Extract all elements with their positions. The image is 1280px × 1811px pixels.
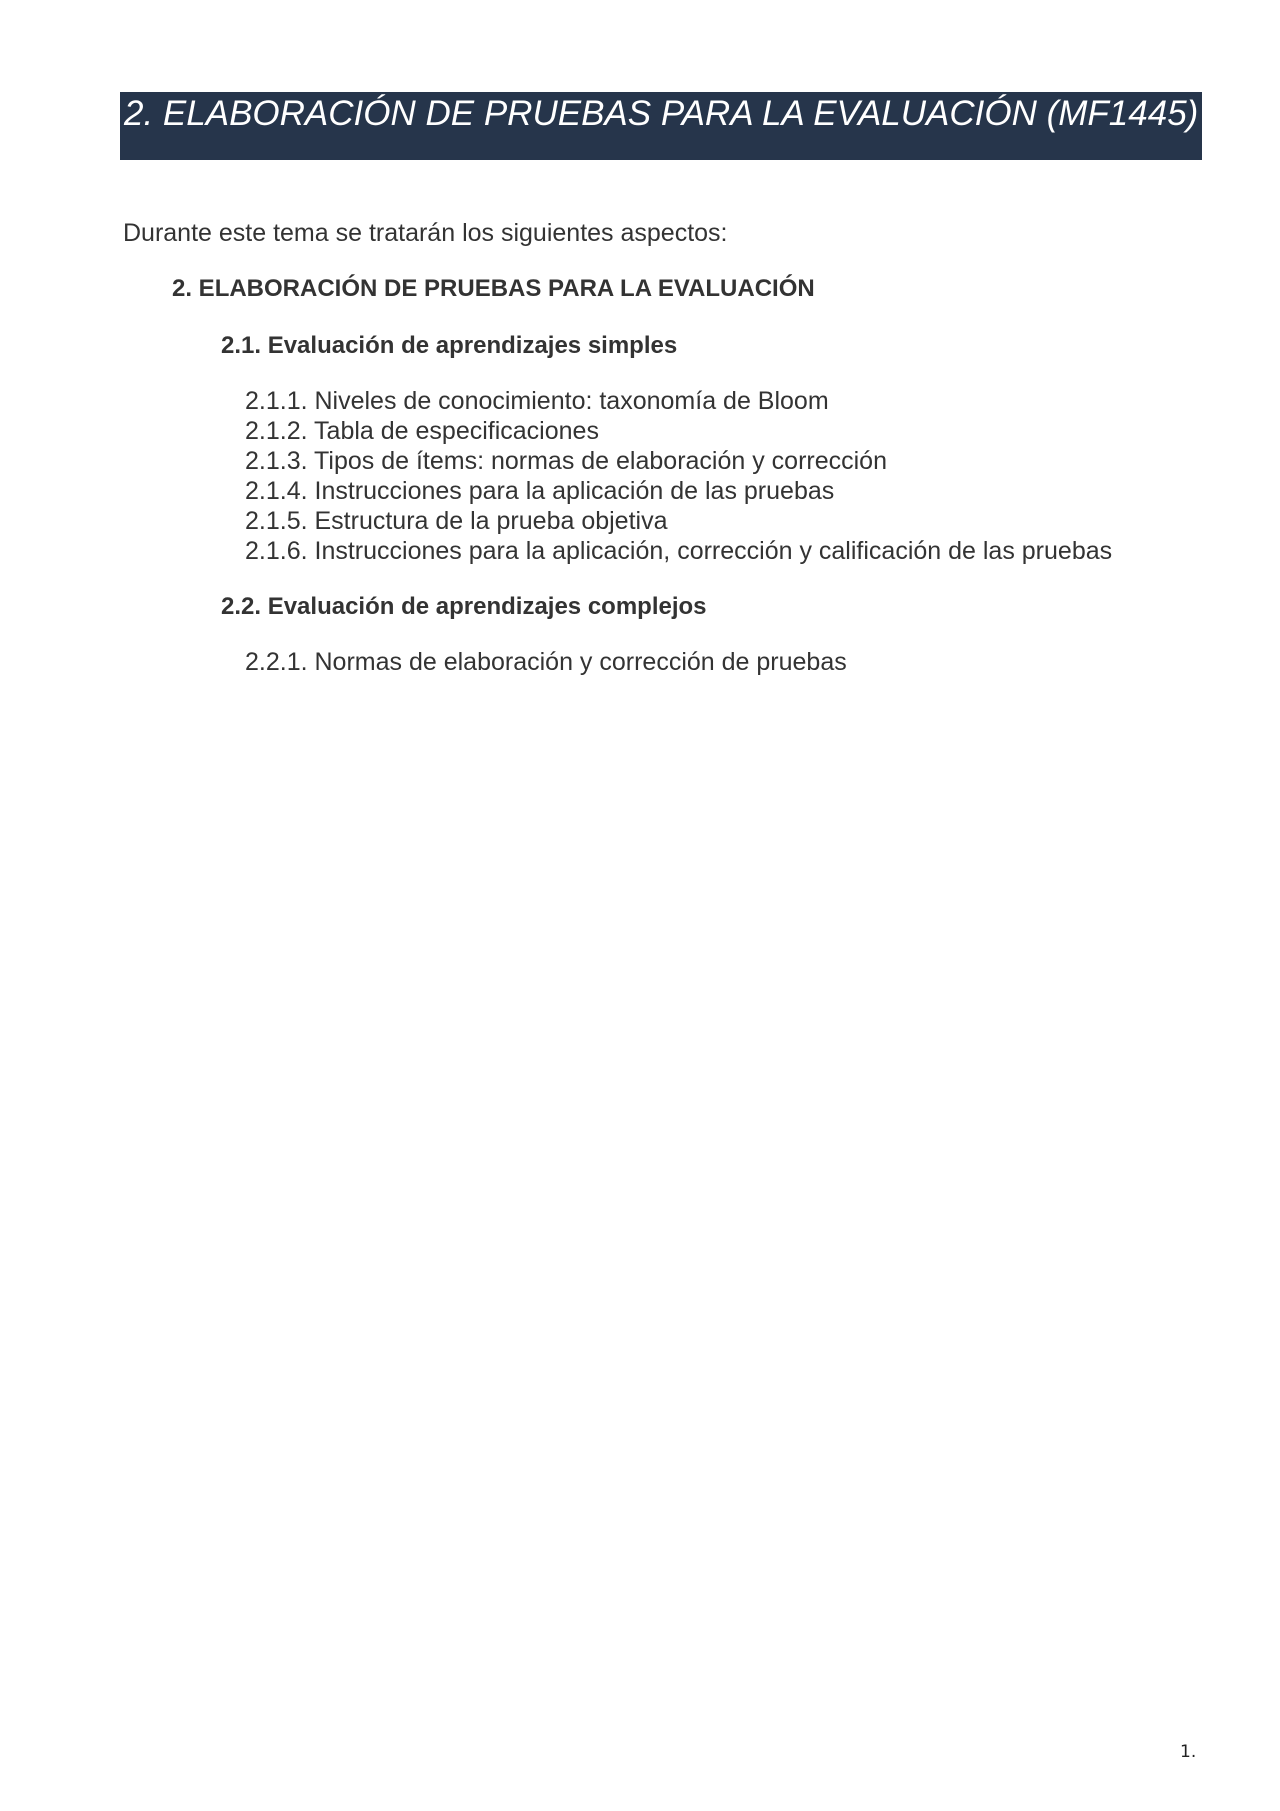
chapter-heading: 2. ELABORACIÓN DE PRUEBAS PARA LA EVALUACIÓN bbox=[172, 275, 815, 302]
page-number: 1. bbox=[1180, 1742, 1197, 1762]
section-heading: 2.1. Evaluación de aprendizajes simples bbox=[221, 332, 678, 359]
subsection-item: 2.1.3. Tipos de ítems: normas de elaboración y corrección bbox=[245, 447, 887, 475]
title-banner bbox=[120, 92, 1202, 160]
section-heading: 2.2. Evaluación de aprendizajes complejos bbox=[221, 593, 707, 620]
intro-text: Durante este tema se tratarán los siguientes aspectos: bbox=[123, 219, 728, 247]
page-title: 2. ELABORACIÓN DE PRUEBAS PARA LA EVALUACIÓN (MF1445) bbox=[124, 94, 1199, 133]
subsection-item: 2.1.4. Instrucciones para la aplicación de las pruebas bbox=[245, 477, 835, 505]
subsection-item: 2.1.5. Estructura de la prueba objetiva bbox=[245, 507, 668, 535]
subsection-list bbox=[245, 386, 1112, 566]
subsection-item: 2.2.1. Normas de elaboración y corrección de pruebas bbox=[245, 648, 847, 676]
subsection-item: 2.1.1. Niveles de conocimiento: taxonomía de Bloom bbox=[245, 387, 829, 415]
subsection-list bbox=[245, 647, 847, 677]
subsection-item: 2.1.6. Instrucciones para la aplicación, corrección y calificación de las pruebas bbox=[245, 537, 1113, 565]
subsection-item: 2.1.2. Tabla de especificaciones bbox=[245, 417, 599, 445]
